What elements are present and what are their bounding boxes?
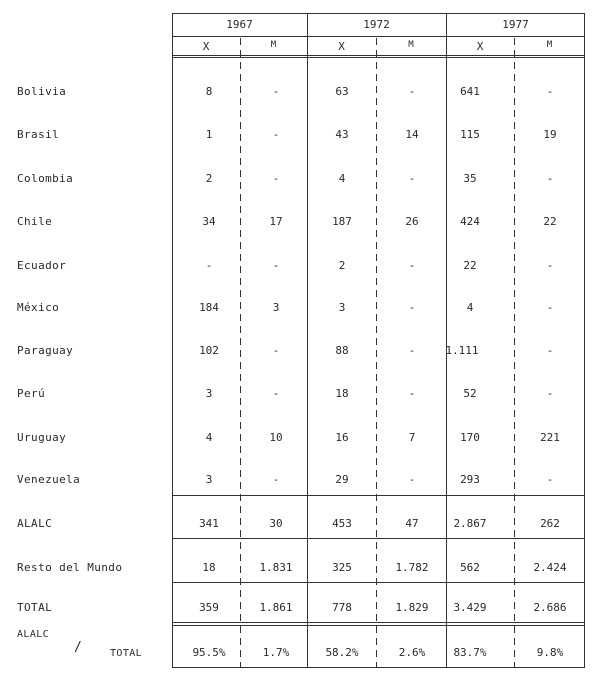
table-cell: - xyxy=(272,473,280,486)
row-label: TOTAL xyxy=(17,601,53,614)
table-cell: 359 xyxy=(199,601,219,614)
table-cell: 35 xyxy=(463,172,477,185)
table-cell: 1.829 xyxy=(395,601,429,614)
table-cell: 562 xyxy=(460,561,480,574)
table-cell: 170 xyxy=(460,431,480,444)
table-cell: 26 xyxy=(405,215,419,228)
table-cell: 7 xyxy=(408,431,416,444)
row-label: Uruguay xyxy=(17,431,67,444)
table-cell: 3 xyxy=(272,301,280,314)
subheader-m: M xyxy=(408,40,414,50)
table-cell: 3 xyxy=(338,301,346,314)
table-cell: 184 xyxy=(199,301,219,314)
row-label: Bolivia xyxy=(17,85,67,98)
table-cell: 4 xyxy=(466,301,474,314)
table-cell: 22 xyxy=(463,259,477,272)
table-cell: - xyxy=(546,301,554,314)
table-cell: - xyxy=(546,344,554,357)
table-cell: 115 xyxy=(460,128,480,141)
table-cell: 221 xyxy=(540,431,560,444)
table-cell: 14 xyxy=(405,128,419,141)
table-cell: - xyxy=(546,387,554,400)
table-cell: 34 xyxy=(202,215,216,228)
row-label: México xyxy=(17,301,60,314)
table-cell: 63 xyxy=(335,85,349,98)
year-header: 1977 xyxy=(502,18,529,31)
table-cell: 16 xyxy=(335,431,349,444)
table-cell: 22 xyxy=(543,215,557,228)
table-cell: - xyxy=(272,344,280,357)
table-cell: - xyxy=(272,259,280,272)
year-header: 1967 xyxy=(226,18,253,31)
ratio-label-bottom: TOTAL xyxy=(110,648,143,659)
subheader-x: X xyxy=(476,40,484,53)
table-cell: 1.111 xyxy=(445,344,479,357)
table-cell: 187 xyxy=(332,215,352,228)
table-cell: 3 xyxy=(205,387,213,400)
table-cell: 102 xyxy=(199,344,219,357)
table-cell: 3 xyxy=(205,473,213,486)
table-cell: 18 xyxy=(335,387,349,400)
row-label: Ecuador xyxy=(17,259,67,272)
table-cell: 4 xyxy=(338,172,346,185)
ratio-cell: 2.6% xyxy=(398,646,426,659)
table-cell: 641 xyxy=(460,85,480,98)
row-label: Resto del Mundo xyxy=(17,561,123,574)
table-cell: - xyxy=(546,85,554,98)
table-cell: - xyxy=(272,85,280,98)
table-cell: 2.686 xyxy=(533,601,567,614)
table-cell: - xyxy=(272,387,280,400)
table-cell: - xyxy=(408,387,416,400)
table-cell: 2 xyxy=(338,259,346,272)
table-cell: 1 xyxy=(205,128,213,141)
table-cell: 325 xyxy=(332,561,352,574)
table-cell: - xyxy=(408,301,416,314)
table-cell: - xyxy=(546,172,554,185)
table-cell: - xyxy=(205,259,213,272)
table-cell: 1.861 xyxy=(259,601,293,614)
table-cell: 88 xyxy=(335,344,349,357)
table-cell: 2 xyxy=(205,172,213,185)
table-cell: 3.429 xyxy=(453,601,487,614)
subheader-m: M xyxy=(546,40,553,50)
table-cell: 52 xyxy=(463,387,477,400)
table-cell: - xyxy=(546,473,554,486)
ratio-cell: 58.2% xyxy=(325,646,359,659)
table-cell: - xyxy=(408,344,416,357)
table-cell: - xyxy=(546,259,554,272)
table-cell: - xyxy=(272,172,280,185)
table-cell: 8 xyxy=(205,85,213,98)
table-cell: 4 xyxy=(205,431,213,444)
table-cell: 1.782 xyxy=(395,561,429,574)
table-cell: - xyxy=(408,172,416,185)
table-cell: 262 xyxy=(540,517,560,530)
row-label: Venezuela xyxy=(17,473,81,486)
row-label: Brasil xyxy=(17,128,60,141)
ratio-cell: 1.7% xyxy=(262,646,290,659)
table-cell: 341 xyxy=(199,517,219,530)
table-cell: 778 xyxy=(332,601,352,614)
row-label: Paraguay xyxy=(17,344,74,357)
table-cell: 18 xyxy=(202,561,216,574)
subheader-x: X xyxy=(338,40,345,53)
row-label: ALALC xyxy=(17,517,53,530)
table-cell: - xyxy=(408,259,416,272)
ratio-cell: 83.7% xyxy=(453,646,487,659)
table-cell: - xyxy=(408,473,416,486)
table-cell: 424 xyxy=(460,215,480,228)
table-cell: 30 xyxy=(269,517,283,530)
table-cell: 29 xyxy=(335,473,349,486)
table-cell: 10 xyxy=(269,431,283,444)
table-cell: 1.831 xyxy=(259,561,293,574)
subheader-m: M xyxy=(270,40,277,50)
ratio-cell: 95.5% xyxy=(192,646,226,659)
subheader-x: X xyxy=(202,40,210,53)
ratio-label-slash: / xyxy=(74,640,83,655)
table-cell: 293 xyxy=(460,473,480,486)
row-label: Colombia xyxy=(17,172,74,185)
table-cell: 2.424 xyxy=(533,561,567,574)
table-cell: 17 xyxy=(269,215,283,228)
year-header: 1972 xyxy=(363,18,390,31)
table-cell: - xyxy=(408,85,416,98)
ratio-cell: 9.8% xyxy=(536,646,564,659)
table-cell: 47 xyxy=(405,517,419,530)
table-cell: 2.867 xyxy=(453,517,487,530)
row-label: Chile xyxy=(17,215,53,228)
ratio-label-top: ALALC xyxy=(17,629,50,640)
row-label: Perú xyxy=(17,387,46,400)
table-cell: 19 xyxy=(543,128,557,141)
table-cell: 43 xyxy=(335,128,349,141)
table-cell: 453 xyxy=(332,517,352,530)
table-cell: - xyxy=(272,128,280,141)
